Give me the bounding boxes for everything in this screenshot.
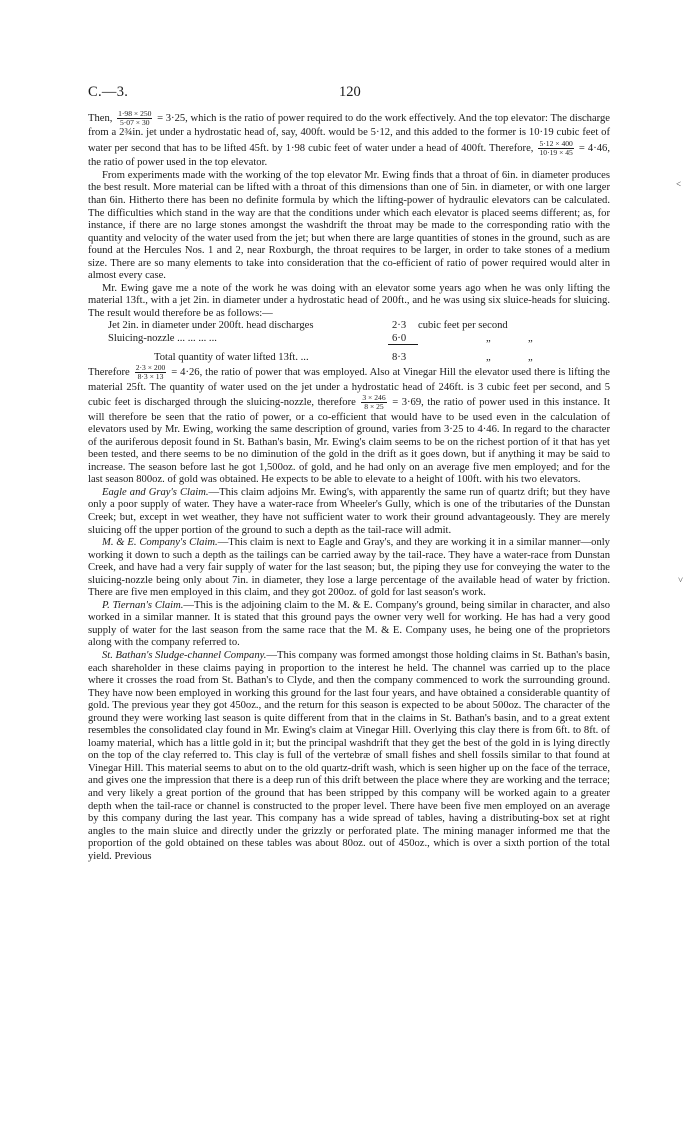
water-quantity-table (88, 320, 610, 364)
claim-title: P. Tiernan's Claim. (102, 599, 184, 611)
paragraph-tiernan: P. Tiernan's Claim.—This is the adjoining claim to the M. & E. Company's ground, being similar in character, and also worked in a similar manner. It is stated that this ground pays the owner very well for working. He has had a very good supply of water for the last season from the same race that the M. & E. Company uses, he being one of the proprietors along with the company referred to. (88, 599, 611, 649)
fraction: $\frac{5\cdot 12 \times 400}{10\cdot 19 \times 45}$ (539, 138, 573, 158)
paragraph-ratio-calculation: Then, $\frac{1\cdot 98 \times 250}{5\cdot 07 \times 30}$ = 3·25, which is the ratio of power required to do the work effectively. And the top elevator: The discharge from a 2¾in. jet under a hydrostatic head of, say, 400ft. would be 5·12, and this added to the former is 10·19 cubic feet of water per second that has to be lifted 45ft. by 1·98 cubic feet of water under a head of 400ft. Therefore, $\frac{5\cdot 12 \times 400}{10\cdot 19 \times 45}$ = 4·46, the ratio of power used in the top elevator. (88, 109, 610, 169)
paragraph-vinegar-hill: Therefore $\frac{2\cdot 3 \times 200}{8\cdot 3 \times 13}$ = 4·26, the ratio of power that was employed. Also at Vinegar Hill the elevator used there is lifting the material 25ft. The quantity of water used on the jet under a hydrostatic head of 246ft. is 3 cubic feet per second, and 5 cubic feet is discharged through the sluicing-nozzle, therefore $\frac{3 \times 246}{8 \times 25}$ = 3·69, the ratio of power used in this instance. It will therefore be seen that the ratio of power, or a co-efficient that would have to be used even in the calculation of elevators used by Mr. Ewing, working the same description of ground, varies from 3·25 to 4·46. In regard to the character of the auriferous deposit found in St. Bathan's basin, Mr. Ewing's claim seems to be on the richest portion of it that has yet been tested, and there seems to be no diminution of the gold in the drift as it goes down, but if anything it may be said to increase. The season before last he got 1,500oz. of gold, and he had only on an average five men employed; and for the last season 800oz. of gold was obtained. He expects to be able to elevate to a height of 100ft. with his two elevators. (88, 363, 611, 486)
fraction: $\frac{3 \times 246}{8 \times 25}$ (362, 393, 386, 412)
claim-title: Eagle and Gray's Claim. (102, 486, 209, 498)
fraction: $\frac{1\cdot 98 \times 250}{5\cdot 07 \times 30}$ (118, 109, 152, 128)
margin-mark: ˂ (676, 179, 682, 189)
margin-mark: ˅ (678, 575, 684, 585)
page-number: 120 (339, 84, 361, 100)
table-total-row: Total quantity of water lifted 13ft. ... 8·3 „ „ (154, 351, 533, 363)
claim-title: M. & E. Company's Claim. (102, 537, 218, 549)
paragraph-sludge-channel: St. Bathan's Sludge-channel Company.—This company was formed amongst those holding claims in St. Bathan's basin, each shareholder in these claims paying in proportion to the interest he held. The channel was carried up to the place where it crosses the road from St. Bathan's to Clyde, and then the company commenced to work the surrounding ground. They have now been employed in working this ground for the last four years, and have obtained a considerable quantity of gold. The previous year they got 450oz., and the return for this season is expected to be about 500oz. The character of the ground they were working last season is quite different from that in the claims in St. Bathan's basin, and to a great extent resembles the consolidated clay found in Mr. Ewing's claim at Vinegar Hill. Overlying this clay there is from 6ft. to 8ft. of loamy material, which has a little gold in it; but the principal washdrift that they get the best of the gold in is lying directly on the top of the clay referred to. This clay is full of the vertebræ of small fishes and shell fossils similar to that found at Vinegar Hill. This material seems to abut on to the old quartz-drift wash, which is seen higher up on the face of the terrace, and gives one the impression that there is a deep run of this drift between the place where they are working and the terrace; and very likely a great portion of the ground that has been stripped by this company will be worked again to a greater depth when the tail-race or channel is constructed to the proper level. There have been five men employed on an average by this company during the last year. This company has a wide spread of tables, having a distributing-box set at right angles to the main sluice and directly under the grizzly or perforated plate. The mining manager informed me that the proportion of the gold obtained on these tables was about 80oz. out of 450oz., which is over a sixth portion of the total yield. Previous (88, 650, 610, 862)
table-row: Sluicing-nozzle ... ... ... ... 6·0 „ „ (108, 333, 533, 345)
claim-title: St. Bathan's Sludge-channel Company. (102, 650, 267, 661)
table-row: Jet 2in. in diameter under 200ft. head discharges 2·3 cubic feet per second (108, 320, 508, 332)
paragraph-eagle-gray: Eagle and Gray's Claim.—This claim adjoins Mr. Ewing's, with apparently the same run of quartz drift; but they have only a poor supply of water. They have a water-race from Wheeler's Gully, which is one of the tributaries of the Dunstan Creek; but, except in wet weather, they have not sufficient water to work their ground advantageously. They are merely sluicing off the upper portion of the ground to such a depth as the tail-race will admit. (88, 486, 610, 536)
paragraph-throat-experiments: From experiments made with the working of the top elevator Mr. Ewing finds that a throat of 6in. in diameter produces the best result. More material can be lifted with a throat of this dimensions than one of 5in. in diameter, or with one larger than 6in. Hitherto there has been no definite formula by which the lifting-power of hydraulic elevators can be calculated. The difficulties which stand in the way are that the conditions under which each elevator is placed seems different; as, for instance, if there are no large stones amongst the washdrift the throat may be made to the corresponding ratio with the quantity and velocity of the water used from the jet; but when there are large quantities of stones in the ground, such as are found at the Hercules Nos. 1 and 2, near Roxburgh, the throat requires to be larger, in order to take stones of a medium size. There are so many elements to take into consideration that the co-efficient of ratio of power required would alter in almost every case. (88, 169, 610, 282)
fraction: $\frac{2\cdot 3 \times 200}{8\cdot 3 \times 13}$ (135, 363, 166, 382)
document-reference: C.—3. (88, 84, 129, 100)
paragraph-me-company: M. & E. Company's Claim.—This claim is next to Eagle and Gray's, and they are working it in a similar manner—only working it down to such a depth as the tailings can be carried away by the tail-race. They have a water-race from Dunstan Creek, and have had a very fair supply of water for the last season; but, the piping they use for conveying the water to the sluicing-nozzle being only about 7in. in diameter, they lose a large percentage of the available head of water by friction. There are five men employed in this claim, and they got 200oz. of gold for last season's work. (88, 537, 610, 599)
sum-rule (388, 344, 418, 345)
paragraph-ewing-note: Mr. Ewing gave me a note of the work he was doing with an elevator some years ago when he was only lifting the material 13ft., with a jet 2in. in diameter under a hydrostatic head of 200ft., and he was using six sluice-heads for sluicing. The result would therefore be as follows:— (88, 282, 610, 319)
document-body (88, 110, 610, 863)
